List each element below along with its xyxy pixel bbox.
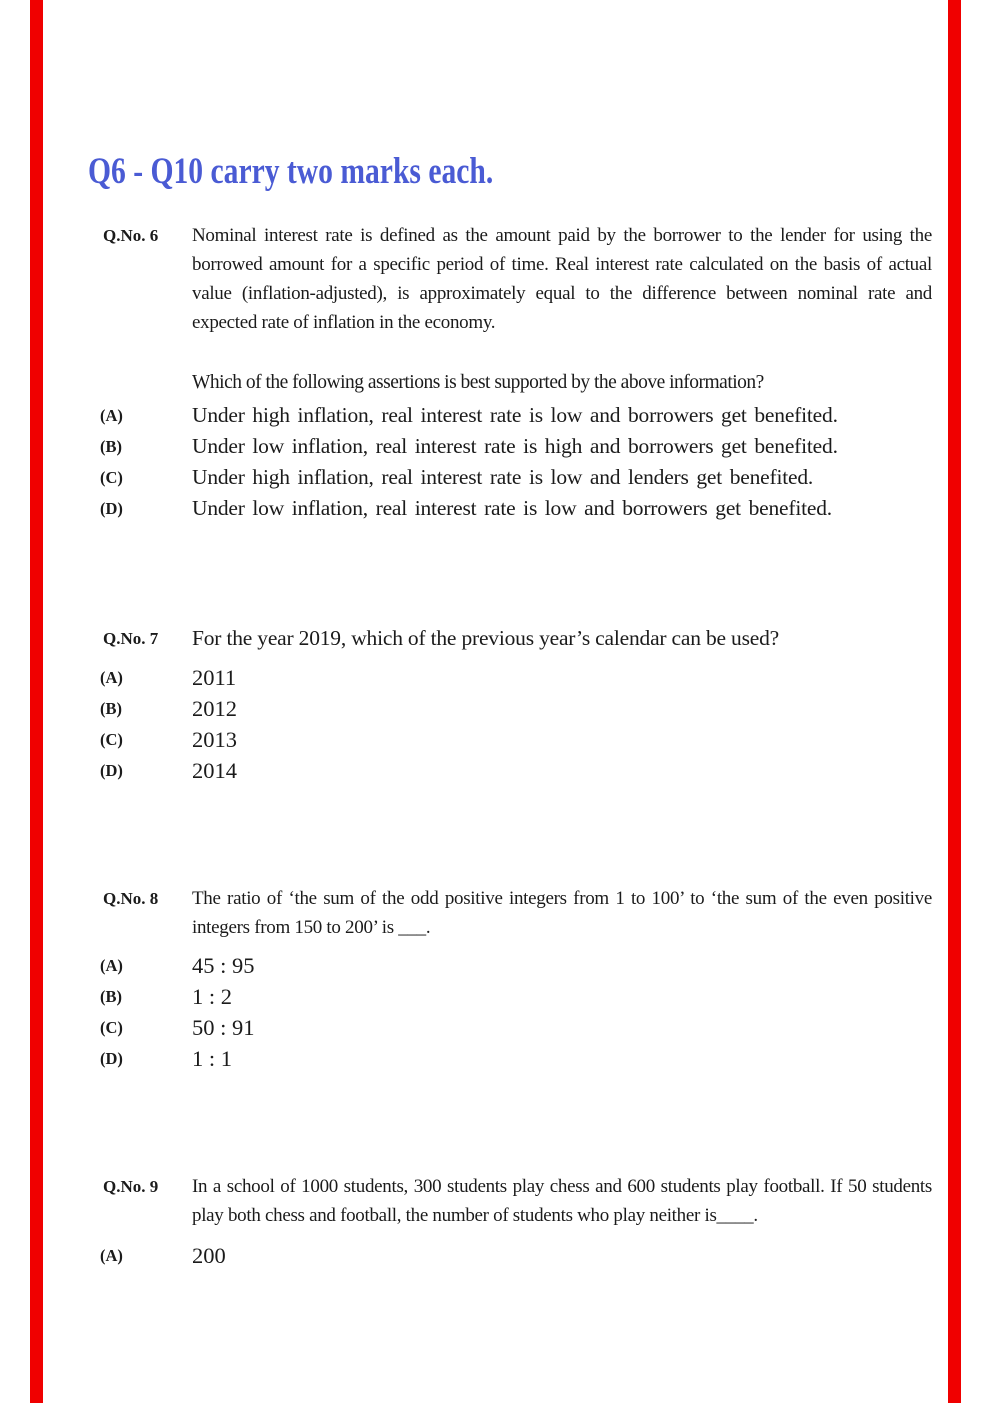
option-label: (C)	[100, 1018, 123, 1037]
option-label: (C)	[100, 468, 123, 487]
option-text: Under high inflation, real interest rate is low and lenders get benefited.	[192, 465, 814, 489]
option-text: Under low inflation, real interest rate is low and borrowers get benefited.	[192, 496, 832, 520]
question-6-prompt-row	[88, 368, 932, 397]
option-label: (A)	[100, 668, 123, 687]
option-label: (B)	[100, 987, 122, 1006]
question-9	[88, 1172, 932, 1271]
question-8	[88, 884, 932, 1074]
question-6-body-row	[88, 221, 932, 337]
option-text: 45 : 95	[192, 953, 255, 978]
option-text: 2012	[192, 696, 237, 721]
question-9-options	[88, 1240, 932, 1271]
question-8-body: The ratio of ‘the sum of the odd positive integers from 1 to 100’ to ‘the sum of the even positive integers from 150 to 200’ is ___.	[192, 888, 932, 938]
question-8-options	[88, 950, 932, 1074]
question-7-body-row	[88, 623, 932, 654]
question-7	[88, 623, 932, 786]
option-label: (D)	[100, 761, 123, 780]
option-text: 1 : 2	[192, 984, 233, 1009]
option-text: Under high inflation, real interest rate is low and borrowers get benefited.	[192, 403, 838, 427]
option-row	[88, 462, 932, 493]
option-row	[88, 1043, 932, 1074]
option-row	[88, 400, 932, 431]
option-label: (C)	[100, 730, 123, 749]
question-6	[88, 221, 932, 524]
option-label: (D)	[100, 499, 123, 518]
option-row	[88, 1012, 932, 1043]
question-6-prompt: Which of the following assertions is best supported by the above information?	[192, 372, 764, 393]
question-7-body: For the year 2019, which of the previous year’s calendar can be used?	[192, 626, 779, 650]
option-row	[88, 755, 932, 786]
option-row	[88, 493, 932, 524]
option-row	[88, 724, 932, 755]
question-8-number: Q.No. 8	[103, 889, 159, 908]
option-row	[88, 693, 932, 724]
option-row	[88, 950, 932, 981]
question-7-number: Q.No. 7	[103, 629, 159, 648]
option-text: 200	[192, 1243, 226, 1268]
question-6-options	[88, 400, 932, 524]
option-text: 50 : 91	[192, 1015, 255, 1040]
option-label: (A)	[100, 406, 123, 425]
option-label: (B)	[100, 437, 122, 456]
question-6-body: Nominal interest rate is defined as the amount paid by the borrower to the lender for using the borrowed amount for a specific period of time. Real interest rate calculated on the basis of actual value (inflation-adjusted), is approximately equal to the difference between nominal rate and expected rate of inflation in the economy.	[192, 225, 932, 333]
option-row	[88, 1240, 932, 1271]
question-6-prompt-spacer	[88, 368, 192, 397]
option-label: (D)	[100, 1049, 123, 1068]
option-label: (A)	[100, 1246, 123, 1265]
question-9-body-row	[88, 1172, 932, 1230]
option-text: 2013	[192, 727, 237, 752]
right-edge-bar	[948, 0, 961, 1403]
question-6-number: Q.No. 6	[103, 226, 159, 245]
option-label: (A)	[100, 956, 123, 975]
option-text: Under low inflation, real interest rate is high and borrowers get benefited.	[192, 434, 838, 458]
option-row	[88, 662, 932, 693]
option-row	[88, 981, 932, 1012]
question-9-body: In a school of 1000 students, 300 students play chess and 600 students play football. If 50 students play both chess and football, the number of students who play neither is____.	[192, 1176, 932, 1226]
section-heading: Q6 - Q10 carry two marks each.	[88, 151, 494, 192]
option-text: 2011	[192, 665, 237, 690]
question-7-options	[88, 662, 932, 786]
option-text: 2014	[192, 758, 237, 783]
question-9-number: Q.No. 9	[103, 1177, 159, 1196]
option-row	[88, 431, 932, 462]
option-text: 1 : 1	[192, 1046, 233, 1071]
option-label: (B)	[100, 699, 122, 718]
left-edge-bar	[30, 0, 43, 1403]
question-8-body-row	[88, 884, 932, 942]
